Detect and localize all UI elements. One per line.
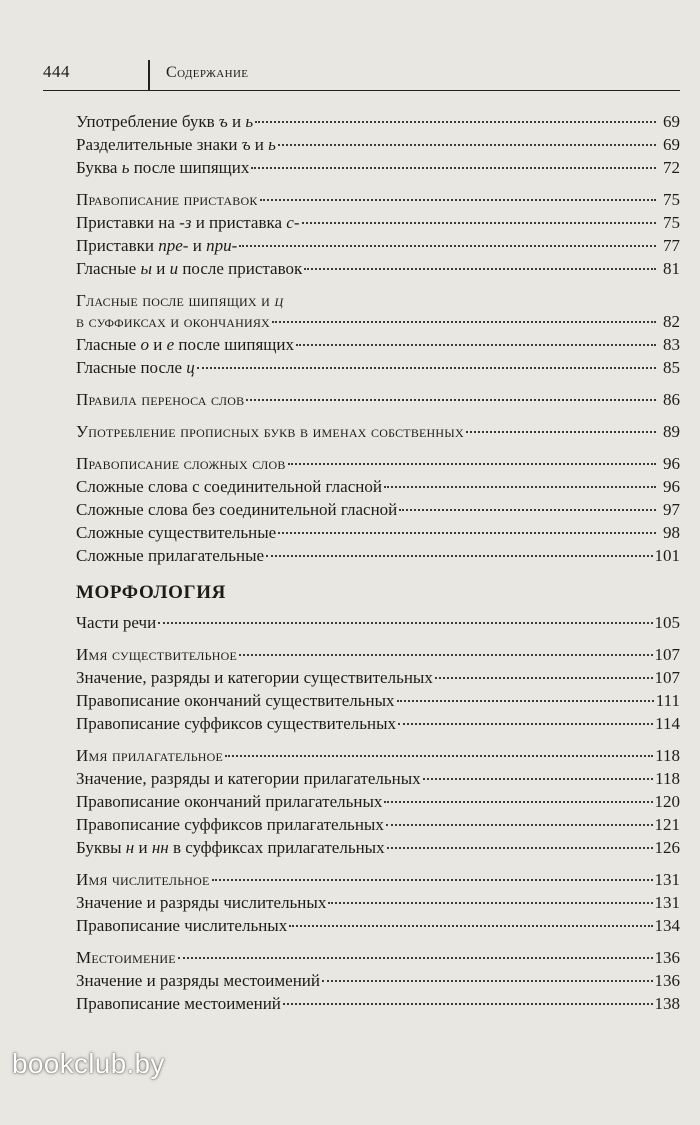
toc-entry — [76, 666, 680, 689]
toc-entry-label — [76, 388, 244, 411]
toc-entry — [76, 211, 680, 234]
toc-entry — [76, 544, 680, 567]
dot-leader — [289, 925, 652, 927]
dot-leader — [466, 431, 656, 433]
toc-entry — [76, 420, 680, 443]
toc-entry-label — [76, 289, 283, 312]
label-text: Гласные после шипящих и — [76, 291, 275, 310]
toc-entry — [76, 188, 680, 211]
toc-page-number: 107 — [654, 645, 680, 664]
label-text: после шипящих — [174, 335, 294, 354]
dot-leader — [398, 723, 653, 725]
label-text: Правила переноса слов — [76, 390, 245, 409]
toc-entry — [76, 712, 680, 735]
toc-page-number: 138 — [654, 994, 680, 1013]
toc-page-number: 107 — [654, 668, 680, 687]
italic-letter: е — [166, 335, 175, 354]
toc-entry — [76, 452, 680, 475]
toc-entry-label — [76, 611, 156, 634]
label-text: Значение, разряды и категории существительных — [76, 668, 433, 687]
toc-entry — [76, 356, 680, 379]
italic-letter: с- — [286, 213, 300, 232]
toc-entry — [76, 946, 680, 969]
dot-leader — [251, 167, 656, 169]
header-divider — [148, 60, 150, 90]
toc-group-morphology — [76, 611, 680, 1015]
italic-letter: ц — [186, 358, 195, 377]
toc-page-number: 72 — [663, 158, 680, 177]
toc-entry-label — [76, 946, 176, 969]
toc-entry — [76, 914, 680, 937]
toc-page-number: 121 — [654, 815, 680, 834]
toc-entry-label — [76, 767, 421, 790]
toc-page-number: 97 — [663, 500, 680, 519]
label-text: Части речи — [76, 613, 157, 632]
label-text: и — [227, 112, 246, 131]
toc-entry-label — [76, 643, 237, 666]
label-text: и — [151, 259, 170, 278]
label-text: Сложные существительные — [76, 523, 277, 542]
italic-letter: при- — [206, 236, 238, 255]
dot-leader — [278, 144, 656, 146]
dot-leader — [302, 222, 656, 224]
toc-page-number: 69 — [663, 112, 680, 131]
italic-letter: ъ — [241, 135, 251, 154]
dot-leader — [435, 677, 653, 679]
label-text: Разделительные знаки — [76, 135, 242, 154]
dot-leader — [272, 321, 656, 323]
italic-letter: пре- — [158, 236, 189, 255]
toc-entry — [76, 110, 680, 133]
label-text: Употребление прописных букв в именах собственных — [76, 422, 464, 441]
toc-page-number: 69 — [663, 135, 680, 154]
toc-page-number: 118 — [655, 769, 680, 788]
toc-page-number: 131 — [654, 870, 680, 889]
toc-entry-label — [76, 544, 264, 567]
label-text: Значение и разряды местоимений — [76, 971, 320, 990]
toc-entry — [76, 156, 680, 179]
toc-entry-label — [76, 666, 433, 689]
italic-letter: ь — [245, 112, 254, 131]
toc-entry — [76, 521, 680, 544]
label-text: Правописание окончаний существительных — [76, 691, 395, 710]
italic-letter: ы — [140, 259, 152, 278]
label-text: и — [250, 135, 269, 154]
toc-entry-label — [76, 868, 210, 891]
toc-entry-label — [76, 234, 237, 257]
toc-entry — [76, 868, 680, 891]
italic-letter: ъ — [218, 112, 228, 131]
toc-entry-label — [76, 156, 249, 179]
label-text: после приставок — [178, 259, 303, 278]
page-number: 444 — [43, 62, 70, 81]
dot-leader — [178, 957, 653, 959]
toc-entry — [76, 388, 680, 411]
label-text: и — [134, 838, 152, 857]
label-text: Имя числительное — [76, 870, 210, 889]
toc-page-number: 86 — [663, 390, 680, 409]
toc-entry — [76, 992, 680, 1015]
dot-leader — [322, 980, 653, 982]
toc-entry — [76, 333, 680, 356]
toc-entry — [76, 744, 680, 767]
dot-leader — [158, 622, 652, 624]
toc-entry — [76, 891, 680, 914]
toc-entry-label — [76, 310, 270, 333]
dot-leader — [397, 700, 654, 702]
toc-entry — [76, 310, 680, 333]
label-text: Буква — [76, 158, 122, 177]
dot-leader — [304, 268, 656, 270]
italic-letter: и — [169, 259, 179, 278]
toc-page-number: 114 — [655, 714, 680, 733]
toc-page-number: 96 — [663, 477, 680, 496]
label-text: Правописание сложных слов — [76, 454, 286, 473]
label-text: и — [188, 236, 207, 255]
toc-page-number: 81 — [663, 259, 680, 278]
toc-page-number: 126 — [654, 838, 680, 857]
toc-page-number: 120 — [654, 792, 680, 811]
italic-letter: -з — [179, 213, 192, 232]
dot-leader — [296, 344, 656, 346]
toc-page-number: 134 — [654, 916, 680, 935]
label-text: Буквы — [76, 838, 126, 857]
dot-leader — [239, 245, 656, 247]
label-text: Значение и разряды числительных — [76, 893, 327, 912]
italic-letter: ь — [121, 158, 130, 177]
label-text: после шипящих — [129, 158, 250, 177]
toc-entry-label — [76, 969, 320, 992]
toc-entry — [76, 475, 680, 498]
table-of-contents — [76, 110, 680, 1015]
toc-entry-label — [76, 891, 326, 914]
toc-entry-label — [76, 813, 384, 836]
toc-entry-label — [76, 420, 464, 443]
label-text: Приставки на — [76, 213, 180, 232]
toc-entry-label — [76, 498, 397, 521]
toc-entry-label — [76, 188, 258, 211]
label-text: Правописание приставок — [76, 190, 258, 209]
toc-page-number: 105 — [654, 613, 680, 632]
label-text: Местоимение — [76, 948, 176, 967]
toc-entry-label — [76, 257, 302, 280]
toc-entry-label — [76, 712, 396, 735]
watermark-logo: bookclub.by — [12, 1048, 165, 1079]
toc-entry — [76, 133, 680, 156]
dot-leader — [260, 199, 656, 201]
toc-page-number: 85 — [663, 358, 680, 377]
toc-page-number: 111 — [655, 691, 680, 710]
label-text: Правописание суффиксов прилагательных — [76, 815, 384, 834]
label-text: Гласные — [76, 335, 141, 354]
toc-page-number: 136 — [654, 971, 680, 990]
toc-page-number: 136 — [654, 948, 680, 967]
label-text: в суффиксах и окончаниях — [76, 312, 270, 331]
label-text: в суффиксах прилагательных — [168, 838, 385, 857]
dot-leader — [246, 399, 656, 401]
italic-letter: н — [125, 838, 135, 857]
italic-letter: нн — [151, 838, 169, 857]
toc-page-number: 96 — [663, 454, 680, 473]
label-text: Сложные прилагательные — [76, 546, 265, 565]
toc-entry-label — [76, 836, 385, 859]
toc-entry — [76, 498, 680, 521]
label-text: Имя прилагательное — [76, 746, 224, 765]
toc-entry — [76, 689, 680, 712]
dot-leader — [288, 463, 656, 465]
toc-page-number: 98 — [663, 523, 680, 542]
toc-entry — [76, 643, 680, 666]
toc-entry-label — [76, 133, 276, 156]
label-text: Гласные — [76, 259, 141, 278]
header-title: Содержание — [166, 64, 249, 81]
toc-entry-label — [76, 475, 382, 498]
label-text: Употребление букв — [76, 112, 219, 131]
toc-page-number: 83 — [663, 335, 680, 354]
dot-leader — [399, 509, 656, 511]
toc-page-number: 75 — [663, 190, 680, 209]
label-text: Сложные слова без соединительной гласной — [76, 500, 398, 519]
label-text: Значение, разряды и категории прилагательных — [76, 769, 421, 788]
toc-entry-label — [76, 211, 300, 234]
dot-leader — [328, 902, 652, 904]
dot-leader — [283, 1003, 653, 1005]
label-text: и приставка — [191, 213, 287, 232]
label-text: Приставки — [76, 236, 159, 255]
label-text: Правописание местоимений — [76, 994, 281, 1013]
toc-entry — [76, 611, 680, 634]
dot-leader — [239, 654, 653, 656]
label-text: Сложные слова с соединительной гласной — [76, 477, 382, 496]
toc-entry-label — [76, 452, 286, 475]
toc-entry-label — [76, 110, 253, 133]
toc-entry — [76, 790, 680, 813]
label-text: Имя существительное — [76, 645, 237, 664]
toc-entry — [76, 813, 680, 836]
toc-page-number: 82 — [663, 312, 680, 331]
italic-letter: о — [140, 335, 149, 354]
toc-group-spelling — [76, 110, 680, 567]
toc-page-number: 89 — [663, 422, 680, 441]
dot-leader — [225, 755, 653, 757]
toc-entry-label — [76, 689, 395, 712]
toc-entry-label — [76, 992, 281, 1015]
dot-leader — [423, 778, 653, 780]
toc-entry-label — [76, 333, 294, 356]
toc-page-number: 75 — [663, 213, 680, 232]
toc-entry — [76, 234, 680, 257]
toc-page-number: 101 — [654, 546, 680, 565]
toc-entry — [76, 289, 680, 310]
italic-letter: ь — [268, 135, 276, 154]
toc-entry — [76, 969, 680, 992]
dot-leader — [197, 367, 656, 369]
dot-leader — [386, 824, 653, 826]
toc-entry — [76, 257, 680, 280]
toc-entry-label — [76, 790, 382, 813]
dot-leader — [266, 555, 652, 557]
section-title-morphology: МОРФОЛОГИЯ — [76, 582, 226, 603]
toc-entry — [76, 767, 680, 790]
toc-page-number: 77 — [663, 236, 680, 255]
italic-letter: ц — [274, 291, 284, 310]
label-text: Правописание числительных — [76, 916, 288, 935]
toc-entry-label — [76, 521, 276, 544]
toc-entry-label — [76, 914, 287, 937]
label-text: и — [148, 335, 167, 354]
toc-entry — [76, 836, 680, 859]
dot-leader — [384, 486, 656, 488]
dot-leader — [255, 121, 656, 123]
label-text: Гласные после — [76, 358, 187, 377]
toc-page-number: 118 — [655, 746, 680, 765]
toc-entry-label — [76, 744, 223, 767]
dot-leader — [278, 532, 656, 534]
toc-entry-label — [76, 356, 195, 379]
dot-leader — [384, 801, 652, 803]
running-header — [43, 60, 680, 91]
label-text: Правописание окончаний прилагательных — [76, 792, 383, 811]
toc-page-number: 131 — [654, 893, 680, 912]
dot-leader — [387, 847, 653, 849]
dot-leader — [212, 879, 653, 881]
label-text: Правописание суффиксов существительных — [76, 714, 397, 733]
